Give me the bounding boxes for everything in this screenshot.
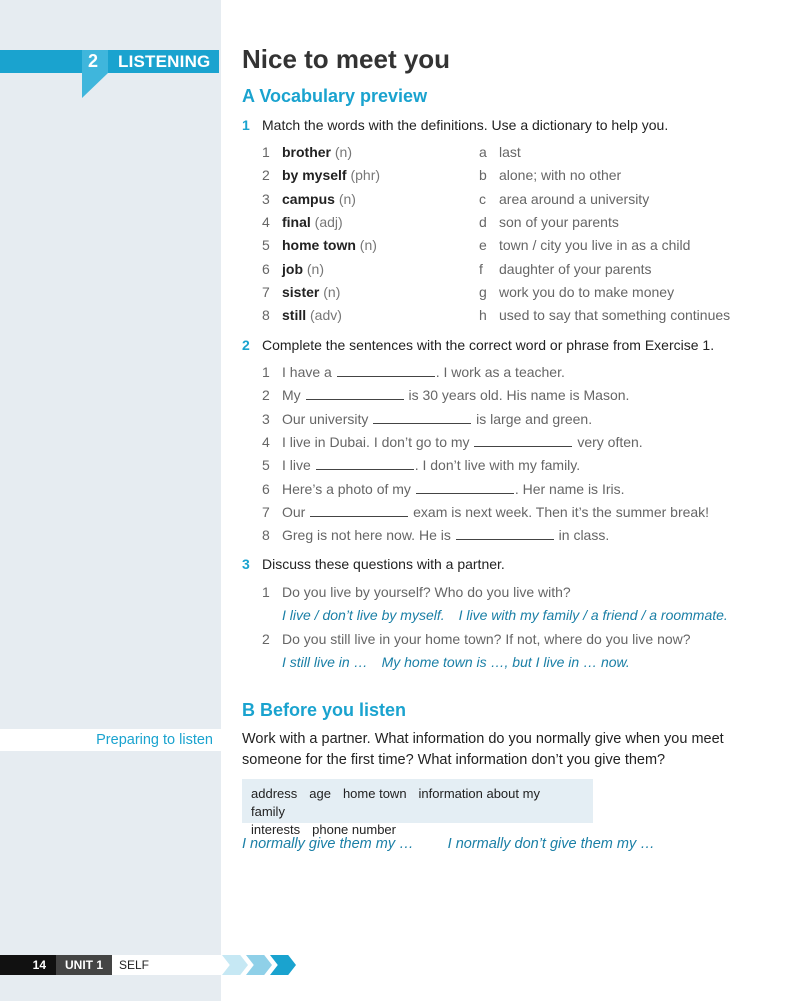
word-box-item: phone number [312, 822, 396, 837]
item-number: 6 [262, 480, 270, 497]
answer-blank [474, 446, 572, 447]
exercise-number: 3 [242, 556, 250, 572]
part-of-speech: (adv) [310, 307, 342, 324]
chevron-icon [222, 955, 248, 975]
vocab-word: home town [282, 237, 356, 254]
definition-item [479, 237, 690, 253]
chevron-icon [270, 955, 296, 975]
page-number: 14 [0, 955, 56, 975]
word-item [262, 237, 377, 253]
definition-text: work you do to make money [499, 283, 675, 300]
word-box [242, 779, 593, 837]
sentence-starter: I normally don’t give them my … [447, 836, 655, 852]
part-of-speech: (n) [334, 144, 353, 160]
part-of-speech: (phr) [350, 167, 381, 184]
word-box-item: address [251, 786, 298, 801]
item-number: 8 [262, 527, 270, 544]
sentence-item [262, 481, 625, 497]
word-item [262, 167, 380, 183]
vocab-word: sister [282, 283, 320, 300]
sentence-end: is large and green. [472, 410, 593, 427]
item-letter: g [479, 283, 487, 300]
item-number: 4 [262, 213, 270, 230]
model-answers [282, 607, 742, 623]
answer-blank [337, 376, 435, 377]
answer-blank [316, 469, 414, 470]
question-text: Do you live by yourself? Who do you live with? [282, 584, 571, 600]
model-answer: My home town is …, but I live in … now. [381, 654, 630, 670]
sidebar-note: Preparing to listen [96, 732, 213, 748]
item-number: 1 [262, 364, 270, 380]
sentence-start: Our university [282, 410, 373, 427]
question-item [262, 584, 571, 600]
sentence-end: is 30 years old. His name is Mason. [404, 387, 630, 404]
model-answers [282, 654, 644, 670]
part-of-speech: (n) [323, 283, 341, 300]
item-letter: b [479, 167, 487, 184]
word-item [262, 307, 342, 323]
answer-blank [310, 516, 408, 517]
part-of-speech: (n) [338, 190, 356, 207]
answer-blank [306, 399, 404, 400]
model-answer: I live with my family / a friend / a roommate. [458, 607, 728, 623]
question-text: Do you still live in your home town? If not, where do you live now? [282, 631, 691, 647]
definition-text: area around a university [499, 190, 650, 207]
item-number: 3 [262, 410, 270, 427]
definition-item [479, 167, 621, 183]
answer-blank [416, 493, 514, 494]
answer-blank [373, 423, 471, 424]
item-number: 1 [262, 144, 270, 160]
item-number: 2 [262, 387, 270, 404]
definition-item [479, 214, 619, 230]
definition-item [479, 307, 730, 323]
definition-item [479, 191, 649, 207]
sentence-start: Greg is not here now. He is [282, 527, 455, 544]
definition-text: town / city you live in as a child [499, 237, 691, 254]
model-answer: I live / don’t live by myself. [282, 607, 445, 623]
sentence-item [262, 434, 643, 450]
section-a-heading: A Vocabulary preview [242, 86, 428, 106]
sentence-end: exam is next week. Then it’s the summer break! [409, 503, 710, 520]
page-title: Nice to meet you [242, 44, 451, 74]
word-box-item: home town [342, 786, 407, 801]
item-number: 2 [262, 167, 270, 184]
sentence-start: I have a [282, 364, 336, 380]
vocab-word: still [282, 307, 307, 324]
item-letter: h [479, 307, 487, 324]
definition-text: used to say that something continues [499, 307, 731, 324]
word-item [262, 144, 352, 160]
sentence-start: My [282, 387, 305, 404]
section-label: LISTENING [118, 52, 211, 71]
definition-text: son of your parents [499, 213, 619, 230]
sentence-item [262, 527, 609, 543]
exercise-instruction: Discuss these questions with a partner. [262, 556, 505, 572]
item-number: 6 [262, 260, 270, 277]
definition-item [479, 261, 652, 277]
definition-text: last [499, 144, 521, 160]
sentence-starter: I normally give them my … [242, 836, 414, 852]
sentence-start: Here’s a photo of my [282, 480, 415, 497]
word-box-item: information about my family [251, 786, 540, 819]
word-item [262, 261, 324, 277]
exercise-number: 2 [242, 337, 250, 353]
item-letter: e [479, 237, 487, 254]
word-item [262, 191, 356, 207]
sentence-item [262, 411, 592, 427]
item-number: 8 [262, 307, 270, 324]
sentence-start: Our [282, 503, 310, 520]
item-number: 5 [262, 457, 270, 474]
word-box-item: age [309, 786, 331, 801]
sentence-item [262, 504, 709, 520]
sidebar [0, 0, 221, 1001]
sentence-item [262, 364, 565, 380]
sentence-end: in class. [554, 527, 610, 544]
item-number: 5 [262, 237, 270, 254]
word-item [262, 284, 340, 300]
definition-item [479, 284, 674, 300]
exercise-instruction: Match the words with the definitions. Use a dictionary to help you. [262, 117, 669, 133]
sentence-end: . I work as a teacher. [435, 364, 565, 380]
item-letter: a [479, 144, 487, 160]
item-number: 3 [262, 190, 270, 207]
vocab-word: by myself [282, 167, 347, 184]
question-item [262, 631, 691, 647]
sentence-item [262, 457, 580, 473]
word-box-item: interests [251, 822, 301, 837]
definition-text: daughter of your parents [499, 260, 652, 277]
vocab-word: final [282, 213, 311, 230]
sentence-start: I live in Dubai. I don’t go to my [282, 433, 474, 450]
item-letter: f [479, 260, 483, 277]
sentence-start: I live [282, 457, 315, 474]
part-of-speech: (n) [306, 260, 325, 277]
item-letter: c [479, 190, 486, 207]
vocab-word: campus [282, 190, 335, 207]
vocab-word: brother [282, 144, 331, 160]
definition-item [479, 144, 521, 160]
item-number: 2 [262, 631, 270, 647]
vocab-word: job [282, 260, 303, 277]
part-of-speech: (n) [359, 237, 377, 254]
section-b-heading: B Before you listen [242, 700, 407, 720]
item-number: 7 [262, 503, 270, 520]
unit-name: SELF [112, 955, 224, 975]
instruction-paragraph: Work with a partner. What information do you normally give when you meet someone for the first time? What information don’t you give them? [242, 731, 724, 768]
sentence-end: very often. [573, 433, 643, 450]
item-number: 4 [262, 433, 270, 450]
unit-label: UNIT 1 [56, 955, 112, 975]
sentence-starters [242, 836, 689, 852]
item-number: 1 [262, 584, 270, 600]
part-of-speech: (adj) [314, 213, 343, 230]
sentence-end: . Her name is Iris. [514, 480, 625, 497]
answer-blank [456, 539, 554, 540]
word-item [262, 214, 343, 230]
sentence-end: . I don’t live with my family. [414, 457, 581, 474]
item-number: 7 [262, 283, 270, 300]
model-answer: I still live in … [282, 654, 368, 670]
chevron-icon [246, 955, 272, 975]
exercise-instruction: Complete the sentences with the correct word or phrase from Exercise 1. [262, 337, 715, 353]
item-letter: d [479, 213, 487, 230]
exercise-number: 1 [242, 117, 250, 133]
definition-text: alone; with no other [499, 167, 622, 184]
section-number: 2 [88, 51, 99, 71]
sentence-item [262, 387, 629, 403]
